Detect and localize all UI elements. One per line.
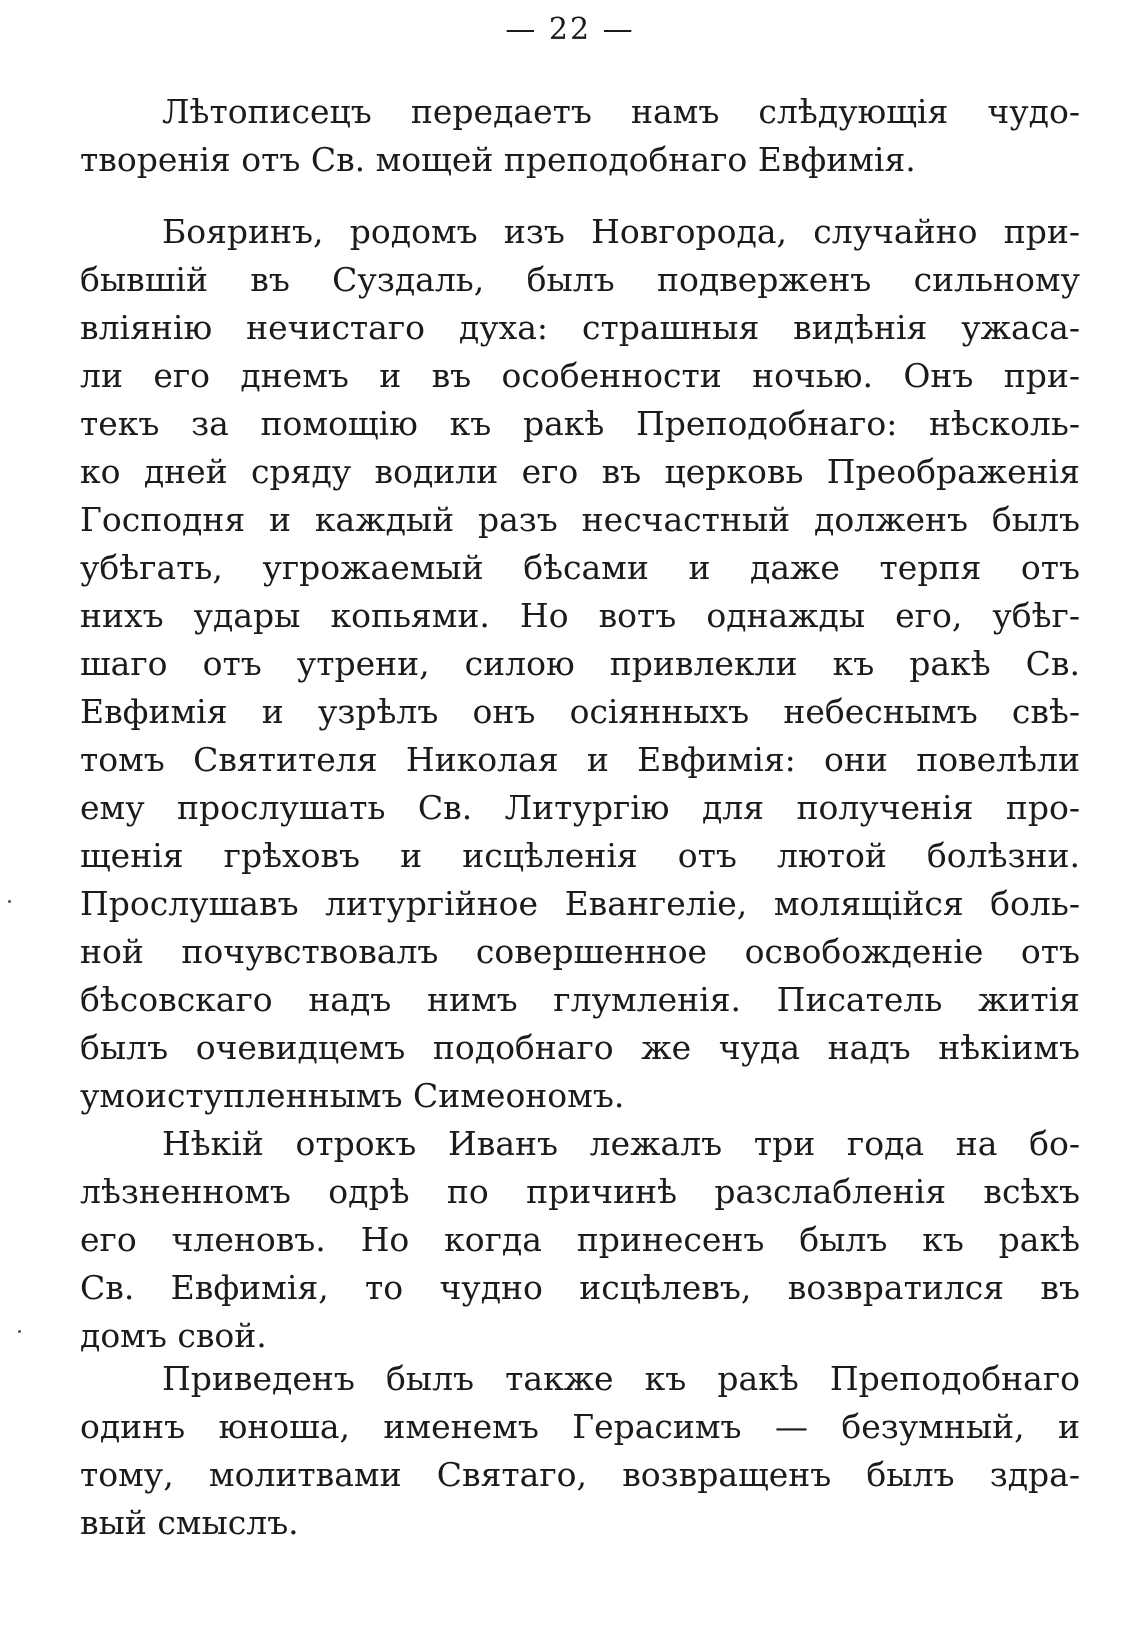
text-line: ли его днемъ и въ особенности ночью. Онъ при- <box>80 356 1080 395</box>
text-line: щенія грѣховъ и исцѣленія отъ лютой болѣзни. <box>80 836 1080 875</box>
text-line: вліянію нечистаго духа: страшныя видѣнія ужаса- <box>80 308 1080 347</box>
text-line: Св. Евфимія, то чудно исцѣлевъ, возвратился въ <box>80 1268 1080 1307</box>
text-line: одинъ юноша, именемъ Герасимъ — безумный, и <box>80 1407 1080 1446</box>
paragraph-3 <box>80 1120 1080 1360</box>
text-line: ной почувствовалъ совершенное освобожденіе отъ <box>80 932 1080 971</box>
paragraph-1 <box>80 88 1080 184</box>
paragraph-4 <box>80 1355 1080 1547</box>
text-line: лѣзненномъ одрѣ по причинѣ разслабленія всѣхъ <box>80 1172 1080 1211</box>
text-line: шаго отъ утрени, силою привлекли къ ракѣ Св. <box>80 644 1080 683</box>
text-line: Приведенъ былъ также къ ракѣ Преподобнаго <box>162 1359 1080 1398</box>
print-speck <box>18 1330 21 1333</box>
text-line: ко дней сряду водили его въ церковь Преображенія <box>80 452 1080 491</box>
text-line: былъ очевидцемъ подобнаго же чуда надъ нѣкіимъ <box>80 1028 1080 1067</box>
text-line: Прослушавъ литургійное Евангеліе, молящійся боль- <box>80 884 1080 923</box>
print-speck <box>8 900 11 903</box>
text-line: бывшій въ Суздаль, былъ подверженъ сильному <box>80 260 1080 299</box>
text-line: убѣгать, угрожаемый бѣсами и даже терпя отъ <box>80 548 1080 587</box>
text-line: Господня и каждый разъ несчастный долженъ былъ <box>80 500 1080 539</box>
text-line: бѣсовскаго надъ нимъ глумленія. Писатель житія <box>80 980 1080 1019</box>
page-number: — 22 — <box>505 12 635 47</box>
text-line: томъ Святителя Николая и Евфимія: они повелѣли <box>80 740 1080 779</box>
text-line: тому, молитвами Святаго, возвращенъ былъ здра- <box>80 1455 1080 1494</box>
text-line: творенія отъ Св. мощей преподобнаго Евфимія. <box>80 140 916 179</box>
text-line: ему прослушать Св. Литургію для полученія про- <box>80 788 1080 827</box>
text-line: нихъ удары копьями. Но вотъ однажды его, убѣг- <box>80 596 1080 635</box>
text-line: текъ за помощію къ ракѣ Преподобнаго: нѣсколь- <box>80 404 1080 443</box>
text-line: Евфимія и узрѣлъ онъ осіянныхъ небеснымъ свѣ- <box>80 692 1080 731</box>
text-line: вый смыслъ. <box>80 1503 299 1542</box>
text-line: Нѣкій отрокъ Иванъ лежалъ три года на бо- <box>162 1124 1080 1163</box>
text-line: Бояринъ, родомъ изъ Новгорода, случайно при- <box>162 212 1080 251</box>
text-line: его членовъ. Но когда принесенъ былъ къ ракѣ <box>80 1220 1080 1259</box>
text-line: домъ свой. <box>80 1316 267 1355</box>
paragraph-2 <box>80 208 1080 1120</box>
text-line: Лѣтописецъ передаетъ намъ слѣдующія чудо- <box>162 92 1080 131</box>
text-line: умоиступленнымъ Симеономъ. <box>80 1076 625 1115</box>
